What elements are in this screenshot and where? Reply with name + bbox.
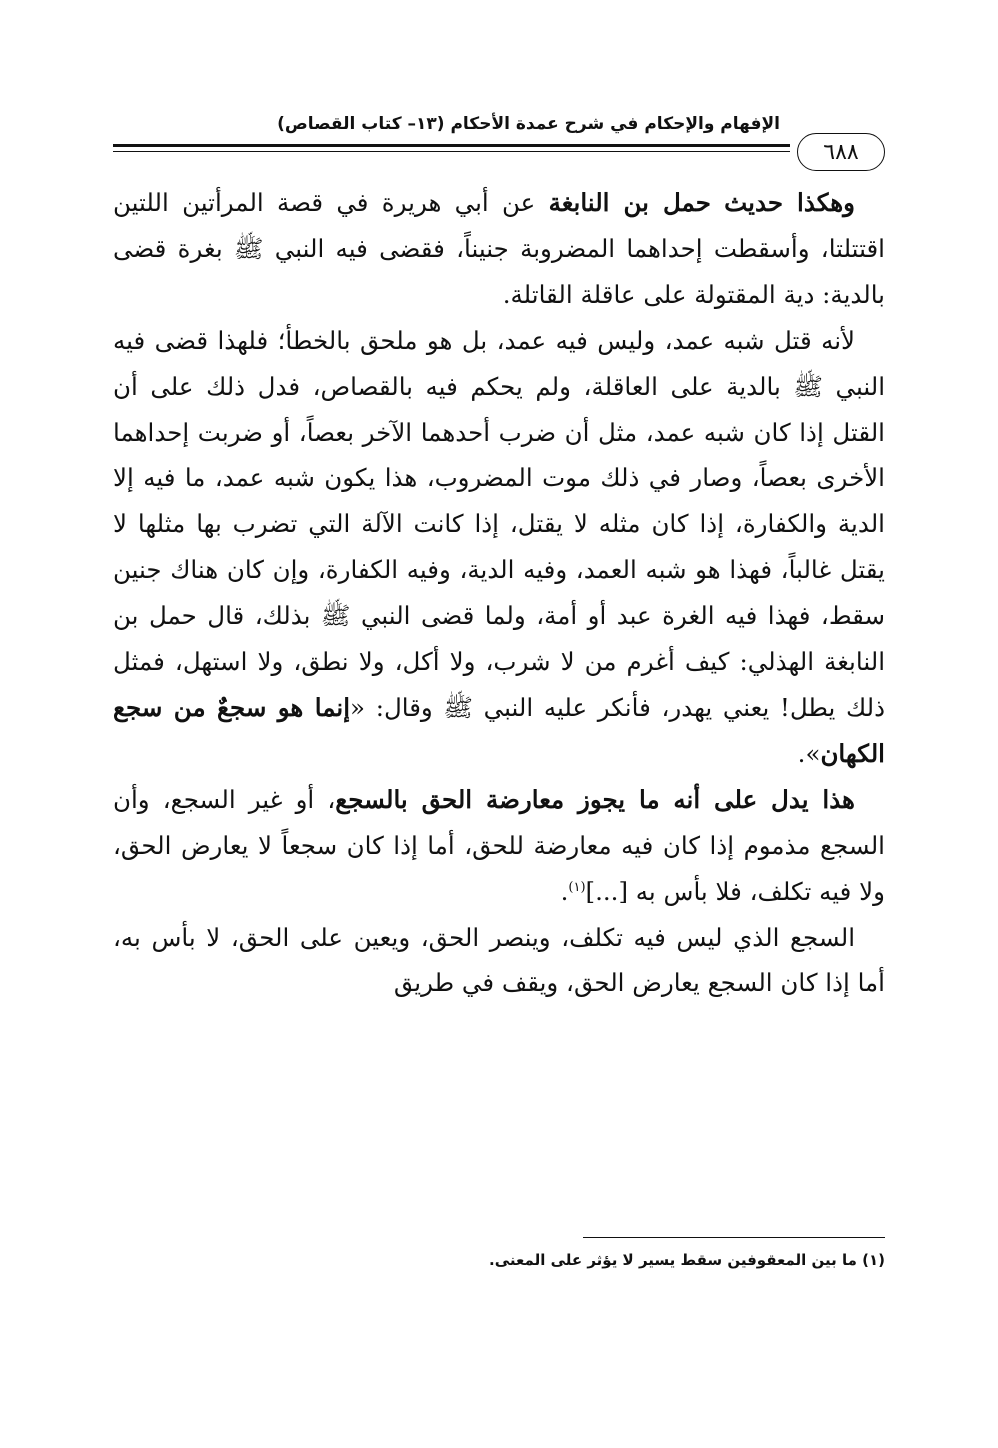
page-header	[113, 108, 885, 178]
p2-text: لأنه قتل شبه عمد، وليس فيه عمد، بل هو ملحق بالخطأ؛ فلهذا قضى فيه النبي ﷺ بالدية على العاقلة، ولم يحكم فيه بالقصاص، فدل ذلك على أن القتل إذا كان شبه عمد، مثل أن ضرب أحدهما الآخر بعصاً، أو ضربت إحداهما الأخرى بعصاً، وصار في ذلك موت المضروب، هذا يكون شبه عمد، ما فيه إلا الدية والكفارة، إذا كان مثله لا يقتل، إذا كانت الآلة التي تضرب بها مثلها لا يقتل غالباً، فهذا هو شبه العمد، وفيه الدية، وفيه الكفارة، وإن كان هناك جنين سقط، فهذا فيه الغرة عبد أو أمة، ولما قضى النبي ﷺ بذلك، قال حمل بن النابغة الهذلي: كيف أغرم من لا شرب، ولا أكل، ولا نطق، ولا استهل، فمثل ذلك يطل! يعني يهدر، فأنكر عليه النبي ﷺ وقال:	[113, 325, 885, 722]
footnote-separator	[583, 1237, 885, 1238]
p1-bold-lead: وهكذا حديث	[724, 188, 855, 217]
paragraph-4	[113, 915, 885, 1007]
p3-end: .	[560, 876, 569, 906]
p3-bold: هذا يدل على أنه ما يجوز معارضة الحق بالسجع	[335, 784, 855, 814]
paragraph-1	[113, 180, 885, 318]
header-rule-thick	[113, 144, 790, 147]
p3-text: ، أو غير السجع، وأن السجع مذموم إذا كان فيه معارضة للحق، أما إذا كان سجعاً لا يعارض الحق، ولا فيه تكلف، فلا بأس به [...]	[113, 784, 885, 906]
p4-text: السجع الذي ليس فيه تكلف، وينصر الحق، ويعين على الحق، لا بأس به، أما إذا كان السجع يعارض الحق، ويقف في طريق	[113, 922, 885, 998]
p2-quote-open: «	[350, 692, 366, 722]
p1-text: عن أبي هريرة في قصة المرأتين اللتين اقتتلتا، وأسقطت إحداهما المضروبة جنيناً، فقضى فيه النبي ﷺ بغرة قضى بالدية: دية المقتولة على عاقلة القاتلة.	[113, 188, 885, 309]
p2-quote-bold: إنما هو سجعٌ من سجع الكهان	[113, 692, 885, 768]
footnote-reference[interactable]: (١)	[568, 879, 586, 895]
running-title: الإفهام والإحكام في شرح عمدة الأحكام (١٣– كتاب القصاص)	[277, 114, 780, 134]
p2-quote-close: ».	[797, 738, 821, 768]
footnote: (١) ما بين المعقوفين سقط يسير لا يؤثر على المعنى.	[489, 1251, 885, 1269]
page-number: ٦٨٨	[797, 133, 885, 171]
body-text	[113, 180, 885, 1006]
p1-bold-name: حمل بن النابغة	[548, 188, 711, 217]
paragraph-2	[113, 318, 885, 777]
paragraph-3	[113, 777, 885, 915]
header-rule-thin	[113, 151, 790, 152]
